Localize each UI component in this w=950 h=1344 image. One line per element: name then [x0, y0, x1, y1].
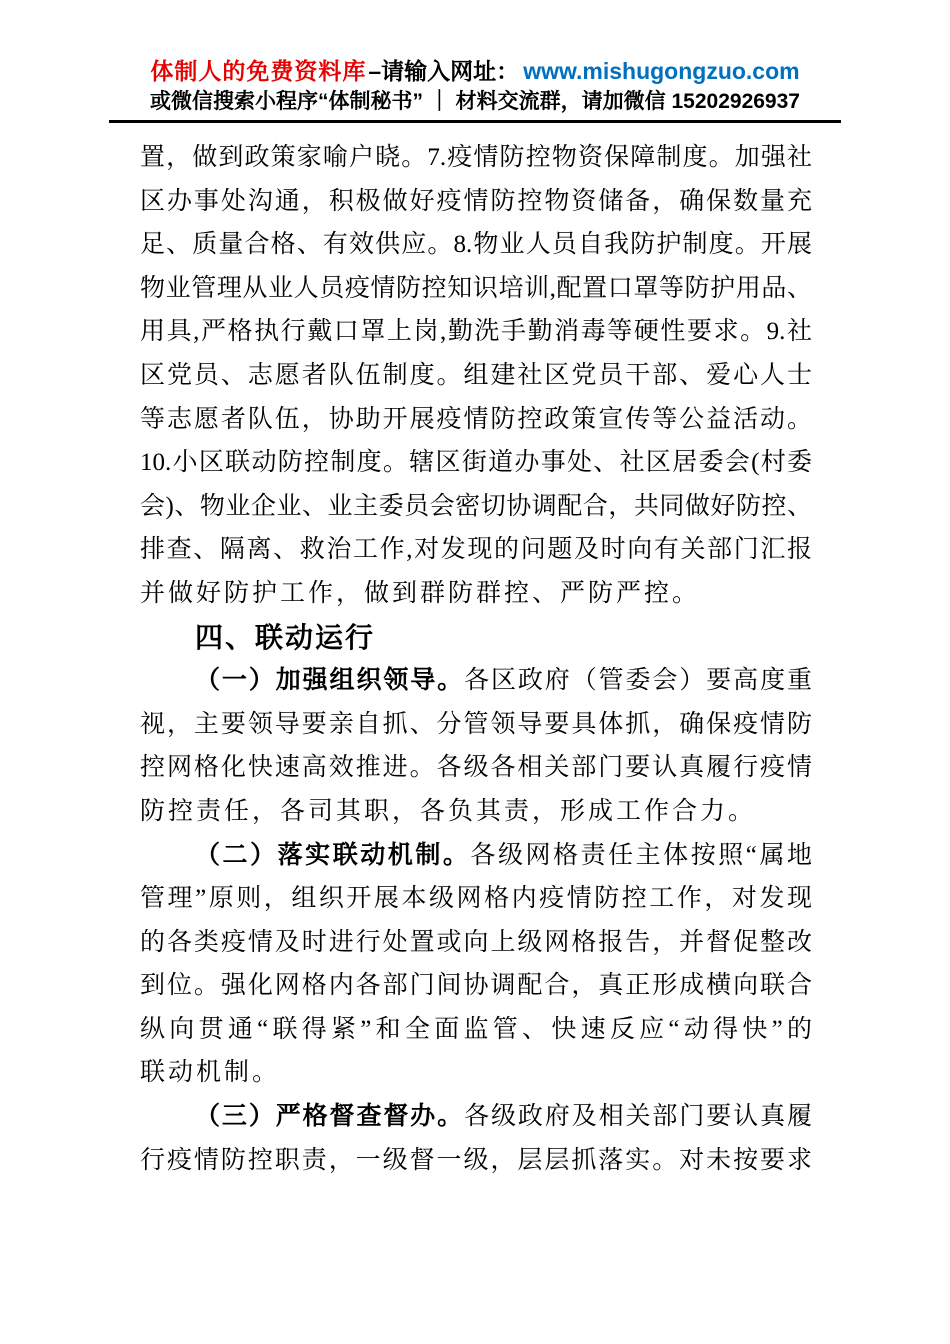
text-segment: 物业管理从业人员疫情防控知识培训,配置口罩等防护用品、: [140, 274, 812, 302]
text-segment: 等志愿者队伍，协助开展疫情防控政策宣传等公益活动。: [140, 405, 812, 433]
text-line: [140, 180, 812, 224]
text-segment: 管理”原则，组织开展本级网格内疫情防控工作，对发现: [140, 885, 812, 913]
text-line: [140, 1008, 812, 1052]
text-segment: 各区政府（管委会）要高度重: [464, 667, 812, 695]
text-line: [140, 267, 812, 311]
text-line: [140, 354, 812, 398]
header-tagline: –请输入网址：: [368, 58, 520, 84]
bold-text-segment: （二）落实联动机制。: [195, 841, 471, 869]
text-line: [140, 310, 812, 354]
text-segment: 纵向贯通“联得紧”和全面监管、快速反应“动得快”的: [140, 1015, 812, 1043]
text-segment: 会)、物业企业、业主委员会密切协调配合，共同做好防控、: [140, 492, 812, 520]
text-line: [140, 746, 812, 790]
text-segment: 各级网格责任主体按照“属地: [470, 841, 812, 869]
header-line-1: [0, 56, 950, 87]
text-line: [140, 398, 812, 442]
text-segment: 防控责任，各司其职，各负其责，形成工作合力。: [140, 797, 757, 825]
text-line: [140, 1051, 812, 1095]
text-line: [140, 790, 812, 834]
text-line: [140, 485, 812, 529]
text-line: [140, 572, 812, 616]
document-body: [140, 136, 812, 1182]
text-segment: 联动机制。: [140, 1059, 281, 1087]
section-heading: [140, 616, 812, 660]
page-header: [0, 56, 950, 123]
text-line: [140, 964, 812, 1008]
text-segment: 到位。强化网格内各部门间协调配合，真正形成横向联合: [140, 972, 812, 1000]
text-line: [140, 528, 812, 572]
header-line-2: 或微信搜索小程序“体制秘书” ｜ 材料交流群，请加微信 15202926937: [150, 90, 800, 113]
brand-title: 体制人的免费资料库: [150, 58, 367, 84]
text-line: [140, 441, 812, 485]
text-segment: 控网格化快速高效推进。各级各相关部门要认真履行疫情: [140, 754, 812, 782]
text-line: [140, 659, 812, 703]
text-line: [140, 1095, 812, 1139]
text-line: [140, 877, 812, 921]
text-line: [140, 136, 812, 180]
text-segment: 10.小区联动防控制度。辖区街道办事处、社区居委会(村委: [140, 449, 812, 477]
text-segment: 视，主要领导要亲自抓、分管领导要具体抓，确保疫情防: [140, 710, 812, 738]
header-divider: [109, 120, 841, 123]
text-segment: 区办事处沟通，积极做好疫情防控物资储备，确保数量充: [140, 187, 812, 215]
text-segment: 各级政府及相关部门要认真履: [464, 1103, 812, 1131]
text-line: [140, 834, 812, 878]
website-url-link[interactable]: www.mishugongzuo.com: [523, 58, 800, 84]
text-segment: 排查、隔离、救治工作,对发现的问题及时向有关部门汇报: [140, 536, 812, 564]
text-segment: 足、质量合格、有效供应。8.物业人员自我防护制度。开展: [140, 231, 812, 259]
text-segment: 置，做到政策家喻户晓。7.疫情防控物资保障制度。加强社: [140, 144, 812, 171]
bold-text-segment: （一）加强组织领导。: [195, 667, 465, 695]
text-segment: 并做好防护工作，做到群防群控、严防严控。: [140, 579, 701, 607]
text-line: [140, 703, 812, 747]
text-line: [140, 921, 812, 965]
text-segment: 行疫情防控职责，一级督一级，层层抓落实。对未按要求: [140, 1146, 812, 1174]
text-segment: 区党员、志愿者队伍制度。组建社区党员干部、爱心人士: [140, 361, 812, 389]
text-line: [140, 1139, 812, 1183]
bold-text-segment: （三）严格督查督办。: [195, 1103, 465, 1131]
bold-text-segment: 四、联动运行: [195, 621, 376, 653]
text-line: [140, 223, 812, 267]
text-segment: 用具,严格执行戴口罩上岗,勤洗手勤消毒等硬性要求。9.社: [140, 318, 812, 346]
text-segment: 的各类疫情及时进行处置或向上级网格报告，并督促整改: [140, 928, 812, 956]
